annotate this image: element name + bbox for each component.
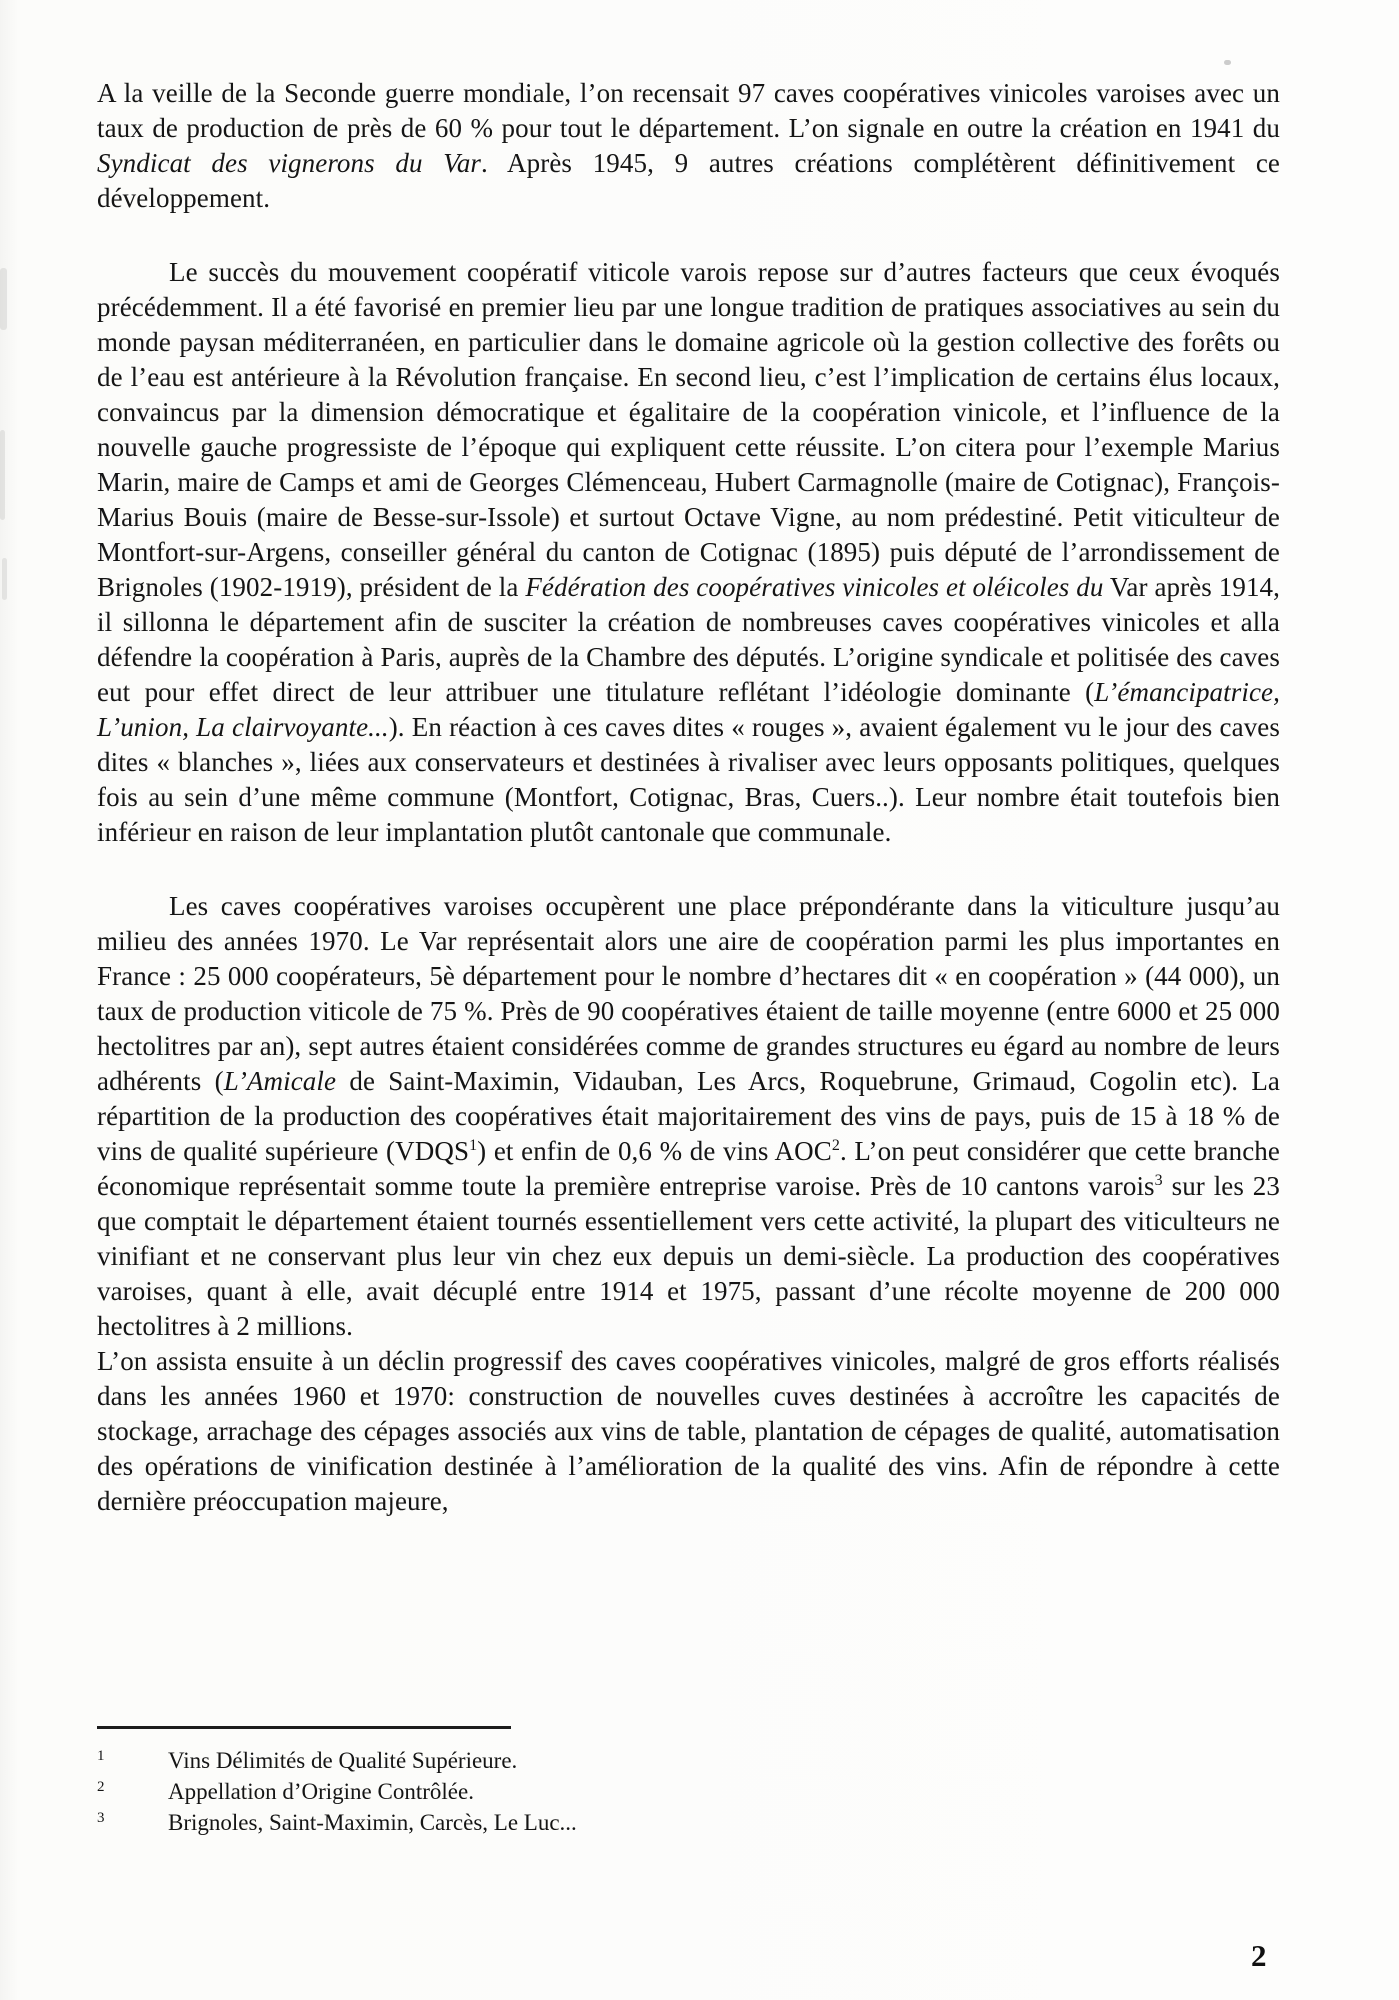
footnote-text: Brignoles, Saint-Maximin, Carcès, Le Luc... (168, 1810, 577, 1835)
footnote-marker: 2 (97, 1779, 105, 1795)
body-text: ). En réaction à ces caves dites « rouges », avaient également vu le jour des caves dites « blanches », liées aux conservateurs et destinées à rivaliser avec leurs opposants politiques, quelques fois au sein d’une même commune (Montfort, Cotignac, Bras, Cuers..). Leur nombre était toutefois bien inférieur en raison de leur implantation plutôt cantonale que communale. (97, 712, 1280, 847)
paragraph-4 (97, 1344, 1280, 1519)
footnote (97, 1807, 1280, 1838)
italic-text: L’Amicale (223, 1066, 337, 1096)
page-number: 2 (1251, 1938, 1267, 1973)
paragraph-3 (97, 889, 1280, 1344)
scan-artifact (1224, 60, 1231, 65)
footnote (97, 1745, 1280, 1776)
scan-artifact (0, 268, 7, 330)
footnote-separator (97, 1726, 511, 1729)
footnote (97, 1776, 1280, 1807)
footnotes-section (97, 1726, 1280, 1838)
italic-text: Syndicat des vignerons du Var (97, 148, 482, 178)
italic-text: L’émancipatrice, L’union, La clairvoyante... (97, 677, 1280, 742)
scan-artifact (0, 430, 5, 520)
italic-text: Fédération des coopératives vinicoles et oléicoles du (525, 572, 1104, 602)
footnote-ref-1: 1 (469, 1137, 478, 1154)
footnote-text: Vins Délimités de Qualité Supérieure. (168, 1748, 518, 1773)
body-text: Les caves coopératives varoises occupèrent une place prépondérante dans la viticulture jusqu’au milieu des années 1970. Le Var représentait alors une aire de coopération parmi les plus importantes en France : 25 000 coopérateurs, 5è département pour le nombre d’hectares dit « en coopération » (44 000), un taux de production viticole de 75 %. Près de 90 coopératives étaient de taille moyenne (entre 6000 et 25 000 hectolitres par an), sept autres étaient considérées comme de grandes structures eu égard au nombre de leurs adhérents ( (97, 891, 1280, 1096)
body-text: Var après 1914, il sillonna le département afin de susciter la création de nombreuses caves coopératives vinicoles et alla défendre la coopération à Paris, auprès de la Chambre des députés. L’origine syndicale et politisée des caves eut pour effet direct de leur attribuer une titulature reflétant l’idéologie dominante ( (97, 572, 1281, 707)
body-text: ) et enfin de 0,6 % de vins AOC (477, 1136, 832, 1166)
body-text: L’on assista ensuite à un déclin progressif des caves coopératives vinicoles, malgré de gros efforts réalisés dans les années 1960 et 1970: construction de nouvelles cuves destinées à accroître les capacités de stockage, arrachage des cépages associés aux vins de table, plantation de cépages de qualité, automatisation des opérations de vinification destinée à l’amélioration de la qualité des vins. Afin de répondre à cette dernière préoccupation majeure, (97, 1346, 1280, 1516)
body-text: de Saint-Maximin, Vidauban, Les Arcs, Roquebrune, Grimaud, Cogolin etc). La répartition de la production des coopératives était majoritairement des vins de pays, puis de 15 à 18 % de vins de qualité supérieure (VDQS (97, 1066, 1280, 1166)
footnote-list (97, 1745, 1280, 1838)
footnote-ref-2: 2 (831, 1137, 840, 1154)
body-text: . L’on peut considérer que cette branche économique représentait somme toute la première entreprise varoise. Près de 10 cantons varois (97, 1136, 1280, 1201)
footnote-text: Appellation d’Origine Contrôlée. (168, 1779, 474, 1804)
footnote-marker: 1 (97, 1748, 105, 1764)
scan-artifact (2, 558, 7, 600)
body-text: sur les 23 que comptait le département étaient tournés essentiellement vers cette activité, la plupart des viticulteurs ne vinifiant et ne conservant plus leur vin chez eux depuis un demi-siècle. La production des coopératives varoises, quant à elle, avait décuplé entre 1914 et 1975, passant d’une récolte moyenne de 200 000 hectolitres à 2 millions. (97, 1171, 1280, 1341)
footnote-marker: 3 (97, 1810, 105, 1826)
body-text: A la veille de la Seconde guerre mondiale, l’on recensait 97 caves coopératives vinicoles varoises avec un taux de production de près de 60 % pour tout le département. L’on signale en outre la création en 1941 du (97, 78, 1280, 143)
body-text: . Après 1945, 9 autres créations complétèrent définitivement ce développement. (97, 148, 1280, 213)
body-text: Le succès du mouvement coopératif viticole varois repose sur d’autres facteurs que ceux évoqués précédemment. Il a été favorisé en premier lieu par une longue tradition de pratiques associatives au sein du monde paysan méditerranéen, en particulier dans le domaine agricole où la gestion collective des forêts ou de l’eau est antérieure à la Révolution française. En second lieu, c’est l’implication de certains élus locaux, convaincus par la dimension démocratique et égalitaire de la coopération vinicole, et l’influence de la nouvelle gauche progressiste de l’époque qui expliquent cette réussite. L’on citera pour l’exemple Marius Marin, maire de Camps et ami de Georges Clémenceau, Hubert Carmagnolle (maire de Cotignac), François-Marius Bouis (maire de Besse-sur-Issole) et surtout Octave Vigne, au nom prédestiné. Petit viticulteur de Montfort-sur-Argens, conseiller général du canton de Cotignac (1895) puis député de l’arrondissement de Brignoles (1902-1919), président de la (97, 257, 1280, 602)
paragraph-2 (97, 255, 1280, 850)
article-body (97, 76, 1280, 1519)
paragraph-1 (97, 76, 1280, 216)
footnote-ref-3: 3 (1154, 1172, 1163, 1189)
